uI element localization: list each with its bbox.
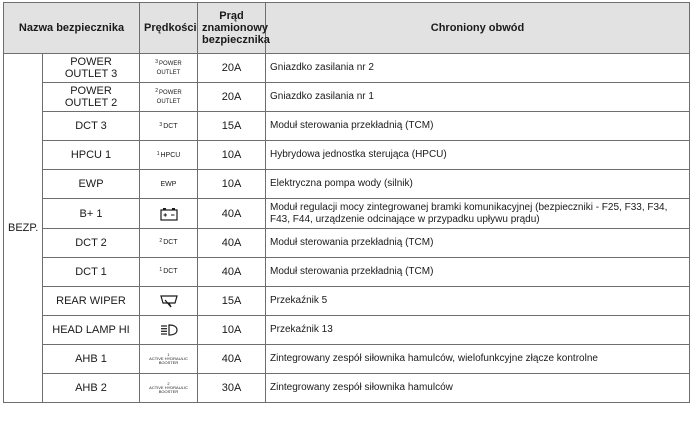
fuse-name: EWP (43, 170, 140, 199)
fuse-circuit: Moduł sterowania przekładnią (TCM) (266, 228, 690, 257)
fuse-rating: 15A (198, 112, 266, 141)
fuse-symbol (140, 199, 198, 228)
header-symbol: Prędkości (140, 3, 198, 54)
table-row (4, 344, 690, 373)
rear-wiper-icon (159, 294, 179, 308)
table-row (4, 83, 690, 112)
fuse-circuit: Zintegrowany zespół siłownika hamulców (266, 374, 690, 403)
fuse-symbol (140, 286, 198, 315)
fuse-rating: 15A (198, 286, 266, 315)
fuse-rating: 10A (198, 315, 266, 344)
table-row (4, 228, 690, 257)
table-row (4, 141, 690, 170)
fuse-name: POWER OUTLET 2 (43, 83, 140, 112)
fuse-circuit: Przekaźnik 5 (266, 286, 690, 315)
fuse-rating: 10A (198, 141, 266, 170)
fuse-symbol: $^3$DCT (140, 112, 198, 141)
table-row (4, 112, 690, 141)
table-row (4, 286, 690, 315)
fuse-circuit: Gniazdko zasilania nr 2 (266, 54, 690, 83)
fuse-name: HEAD LAMP HI (43, 315, 140, 344)
group-label: BEZP. (4, 54, 43, 403)
fuse-name: REAR WIPER (43, 286, 140, 315)
fuse-symbol: $^2$DCT (140, 228, 198, 257)
fuse-rating: 20A (198, 83, 266, 112)
fuse-name: DCT 1 (43, 257, 140, 286)
header-fuse-name: Nazwa bezpiecznika (4, 3, 140, 54)
fuse-circuit: Gniazdko zasilania nr 1 (266, 83, 690, 112)
fuse-rating: 20A (198, 54, 266, 83)
header-row (4, 3, 690, 54)
table-row (4, 315, 690, 344)
fuse-name: POWER OUTLET 3 (43, 54, 140, 83)
fuse-symbol (140, 315, 198, 344)
fuse-symbol: $^3$POWER OUTLET (140, 54, 198, 83)
fuse-symbol: 2 ACTIVE HYDRAULIC BOOSTER (140, 374, 198, 403)
fuse-name: DCT 2 (43, 228, 140, 257)
fuse-symbol: $^2$POWER OUTLET (140, 83, 198, 112)
fuse-rating: 40A (198, 257, 266, 286)
table-row (4, 374, 690, 403)
fuse-rating: 10A (198, 170, 266, 199)
fuse-symbol: $^1$DCT (140, 257, 198, 286)
table-row (4, 257, 690, 286)
fuse-symbol: 1 ACTIVE HYDRAULIC BOOSTER (140, 344, 198, 373)
fuse-name: AHB 2 (43, 374, 140, 403)
fuse-symbol: $^1$HPCU (140, 141, 198, 170)
fuse-circuit: Hybrydowa jednostka sterująca (HPCU) (266, 141, 690, 170)
header-rating: Prąd znamionowy bezpiecznika (198, 3, 266, 54)
fuse-circuit: Moduł regulacji mocy zintegrowanej bramki komunikacyjnej (bezpieczniki - F25, F33, F34, F43, F44, urządzenie odcinające w przypadku upływu prądu) (266, 199, 690, 228)
battery-icon (160, 207, 178, 221)
fuse-rating: 40A (198, 199, 266, 228)
fuse-circuit: Zintegrowany zespół siłownika hamulców, wielofunkcyjne złącze kontrolne (266, 344, 690, 373)
table-row (4, 54, 690, 83)
fuse-circuit: Moduł sterowania przekładnią (TCM) (266, 112, 690, 141)
fuse-name: AHB 1 (43, 344, 140, 373)
fuse-name: DCT 3 (43, 112, 140, 141)
header-circuit: Chroniony obwód (266, 3, 690, 54)
fuse-name: B+ 1 (43, 199, 140, 228)
fuse-circuit: Moduł sterowania przekładnią (TCM) (266, 257, 690, 286)
table-row (4, 199, 690, 228)
fuse-name: HPCU 1 (43, 141, 140, 170)
fuse-table (3, 2, 690, 403)
fuse-rating: 30A (198, 374, 266, 403)
fuse-rating: 40A (198, 228, 266, 257)
fuse-circuit: Elektryczna pompa wody (silnik) (266, 170, 690, 199)
table-row (4, 170, 690, 199)
fuse-circuit: Przekaźnik 13 (266, 315, 690, 344)
fuse-rating: 40A (198, 344, 266, 373)
fuse-symbol: EWP (140, 170, 198, 199)
high-beam-icon (159, 323, 179, 337)
